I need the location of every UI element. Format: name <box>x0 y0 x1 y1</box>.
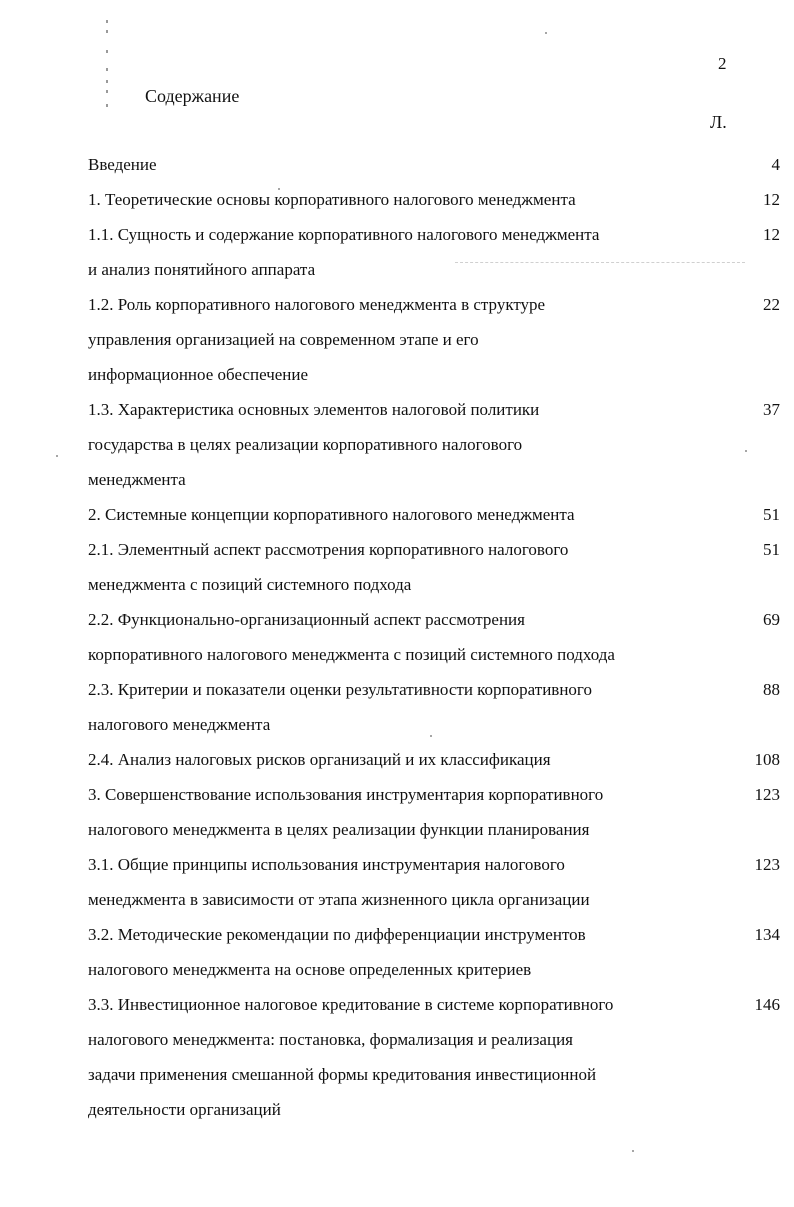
toc-entry <box>88 217 780 287</box>
toc-entry-page: 146 <box>754 995 780 1014</box>
page-number: 2 <box>718 54 727 73</box>
toc-entry-text: государства в целях реализации корпоративного налогового <box>88 435 523 454</box>
toc-entry-page: 12 <box>763 225 780 244</box>
toc-entry-page: 88 <box>763 680 780 699</box>
toc-entry-text: 2.2. Функционально-организационный аспект рассмотрения <box>88 610 525 629</box>
scan-speck <box>545 32 547 34</box>
toc-entry-text: 3.1. Общие принципы использования инструментария налогового <box>88 855 565 874</box>
toc-entry <box>88 497 780 532</box>
toc-entry-page: 123 <box>754 855 780 874</box>
toc-entry <box>88 847 780 917</box>
toc-entry-text: 1.1. Сущность и содержание корпоративного налогового менеджмента <box>88 225 600 244</box>
scan-speck <box>632 1150 634 1152</box>
scan-artifact-dots <box>104 20 112 110</box>
toc-entry-page: 123 <box>754 785 780 804</box>
toc-entry-text: и анализ понятийного аппарата <box>88 260 316 279</box>
toc-entry-page: 37 <box>763 400 780 419</box>
page-column-header: Л. <box>710 112 727 132</box>
toc-entry-text: 1.3. Характеристика основных элементов налоговой политики <box>88 400 540 419</box>
toc-entry-page: 12 <box>763 190 780 209</box>
toc-entry <box>88 147 780 182</box>
toc-entry-text: менеджмента <box>88 470 186 489</box>
toc-entry-text: информационное обеспечение <box>88 365 309 384</box>
toc-entry <box>88 287 780 392</box>
toc-entry-text: налогового менеджмента: постановка, формализация и реализация <box>88 1030 573 1049</box>
toc-entry-text: 1. Теоретические основы корпоративного налогового менеджмента <box>88 190 576 209</box>
toc-entry-text: 1.2. Роль корпоративного налогового менеджмента в структуре <box>88 295 546 314</box>
toc-entry-text: 2. Системные концепции корпоративного налогового менеджмента <box>88 505 575 524</box>
toc-entry <box>88 392 780 497</box>
toc-entry <box>88 742 780 777</box>
toc-entry-text: задачи применения смешанной формы кредитования инвестиционной <box>88 1065 597 1084</box>
toc-entry-text: 3.2. Методические рекомендации по дифференциации инструментов <box>88 925 586 944</box>
toc-entry-page: 69 <box>763 610 780 629</box>
toc-entry-text: налогового менеджмента в целях реализации функции планирования <box>88 820 590 839</box>
toc-entry <box>88 672 780 742</box>
toc-entry-text: корпоративного налогового менеджмента с позиций системного подхода <box>88 645 615 664</box>
toc-entry <box>88 182 780 217</box>
toc-entry <box>88 602 780 672</box>
toc-entry <box>88 532 780 602</box>
toc-entry-text: 3.3. Инвестиционное налоговое кредитование в системе корпоративного <box>88 995 614 1014</box>
toc-entry-text: 2.4. Анализ налоговых рисков организаций и их классификация <box>88 750 551 769</box>
toc-entry-text: налогового менеджмента <box>88 715 271 734</box>
toc-entry-page: 51 <box>763 540 780 559</box>
toc-entry-page: 22 <box>763 295 780 314</box>
page-title: Содержание <box>145 86 240 106</box>
toc-entry-text: менеджмента с позиций системного подхода <box>88 575 412 594</box>
toc-entry-text: 2.1. Элементный аспект рассмотрения корпоративного налогового <box>88 540 569 559</box>
scan-speck <box>56 455 58 457</box>
toc-entry <box>88 987 780 1127</box>
toc-entry-page: 51 <box>763 505 780 524</box>
toc-entry <box>88 777 780 847</box>
toc-entry-text: 2.3. Критерии и показатели оценки результативности корпоративного <box>88 680 592 699</box>
scan-speck <box>745 450 747 452</box>
toc-entry-text: 3. Совершенствование использования инструментария корпоративного <box>88 785 604 804</box>
toc-entry <box>88 917 780 987</box>
toc-entry-page: 108 <box>754 750 780 769</box>
toc-entry-text: управления организацией на современном этапе и его <box>88 330 479 349</box>
toc-entry-text: налогового менеджмента на основе определенных критериев <box>88 960 532 979</box>
toc-entry-page: 4 <box>771 155 780 174</box>
toc-entry-text: менеджмента в зависимости от этапа жизненного цикла организации <box>88 890 590 909</box>
toc-entry-text: деятельности организаций <box>88 1100 281 1119</box>
toc-entry-text: Введение <box>88 155 157 174</box>
toc-entry-page: 134 <box>754 925 780 944</box>
